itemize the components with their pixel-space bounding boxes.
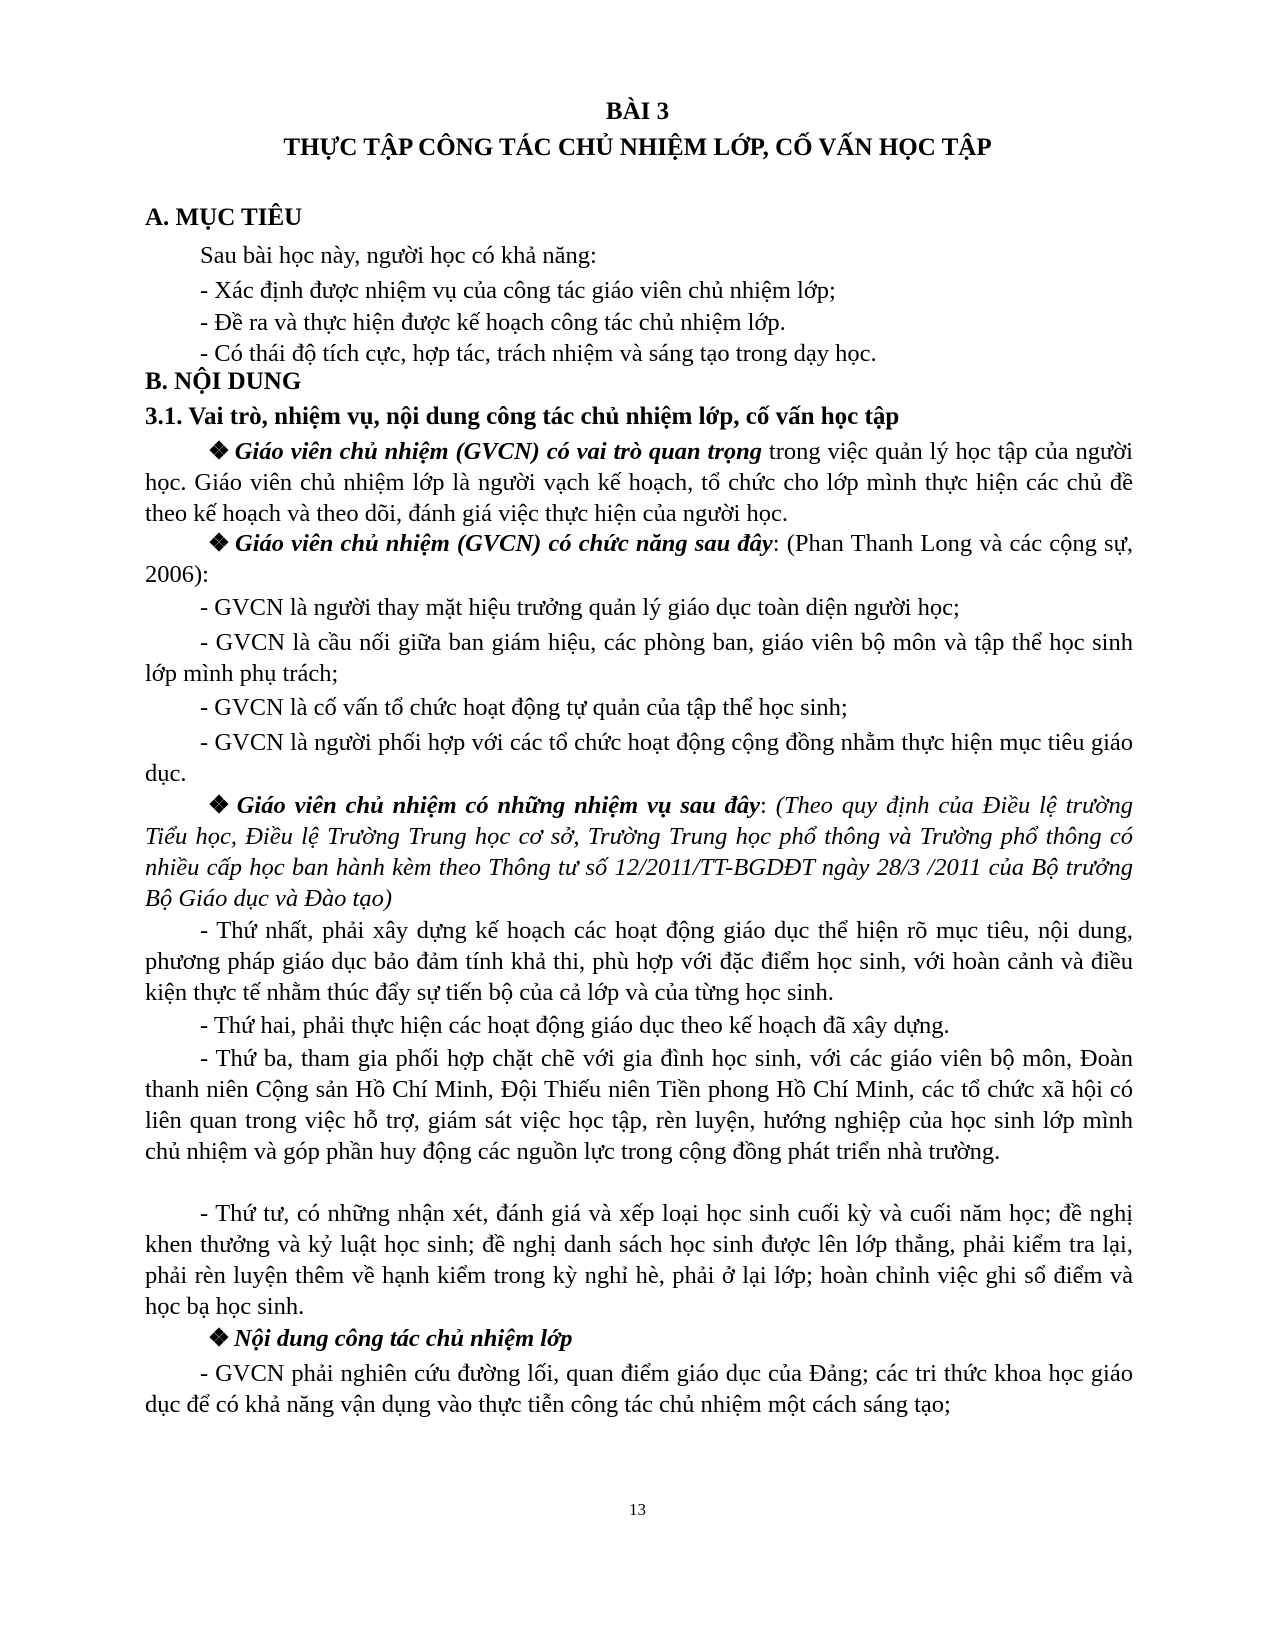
duties-citation: (Theo quy định của Điều lệ trường Tiểu học, Điều lệ Trường Trung học cơ sở, Trường Trung học phổ thông và Trường phổ thông có nhiều cấp học ban hành kèm theo Thông tư số 12/2011/TT-BGDĐT ngày 28/3 /2011 của Bộ trưởng Bộ Giáo dục và Đào tạo) [145,792,1133,912]
function-item: - GVCN là cầu nối giữa ban giám hiệu, các phòng ban, giáo viên bộ môn và tập thể học sinh lớp mình phụ trách; [145,629,1133,687]
objective-intro: Sau bài học này, người học có khả năng: [200,242,597,269]
diamond-bullet-icon: ❖ [208,1325,230,1352]
diamond-bullet-icon: ❖ [208,438,231,465]
section-a-heading: A. MỤC TIÊU [145,204,303,231]
function-item: - GVCN là người thay mặt hiệu trưởng quản lý giáo dục toàn diện người học; [200,594,960,621]
functions-paragraph [145,528,1133,590]
lesson-title: THỰC TẬP CÔNG TÁC CHỦ NHIỆM LỚP, CỐ VẤN HỌC TẬP [283,134,992,161]
section-b-heading: B. NỘI DUNG [145,368,302,395]
duty-item: - Thứ ba, tham gia phối hợp chặt chẽ với gia đình học sinh, với các giáo viên bộ môn, Đoàn thanh niên Cộng sản Hồ Chí Minh, Đội Thiếu niên Tiền phong Hồ Chí Minh, các tổ chức xã hội có liên quan trong việc hỗ trợ, giám sát việc học tập, rèn luyện, hướng nghiệp của học sinh lớp mình chủ nhiệm và góp phần huy động các nguồn lực trong cộng đồng phát triển nhà trường. [145,1045,1133,1165]
function-item: - GVCN là người phối hợp với các tổ chức hoạt động cộng đồng nhằm thực hiện mục tiêu giáo dục. [145,729,1133,787]
duty-item: - Thứ hai, phải thực hiện các hoạt động giáo dục theo kế hoạch đã xây dựng. [200,1012,950,1039]
content-lead: Nội dung công tác chủ nhiệm lớp [233,1325,573,1352]
diamond-bullet-icon: ❖ [208,530,231,557]
lesson-number: BÀI 3 [605,98,670,125]
duty-item: - Thứ nhất, phải xây dựng kế hoạch các hoạt động giáo dục thể hiện rõ mục tiêu, nội dung, phương pháp giáo dục bảo đảm tính khả thi, phù hợp với đặc điểm học sinh, với hoàn cảnh và điều kiện thực tế nhằm thúc đẩy sự tiến bộ của cả lớp và của từng học sinh. [145,917,1133,1006]
duties-paragraph [145,790,1133,914]
functions-lead: Giáo viên chủ nhiệm (GVCN) có chức năng sau đây [235,530,773,557]
function-item: - GVCN là cố vấn tổ chức hoạt động tự quản của tập thể học sinh; [200,694,848,721]
role-paragraph [145,436,1133,529]
objective-item: - Xác định được nhiệm vụ của công tác giáo viên chủ nhiệm lớp; [200,277,836,304]
duties-lead: Giáo viên chủ nhiệm có những nhiệm vụ sau đây [236,792,761,819]
duty-item: - Thứ tư, có những nhận xét, đánh giá và xếp loại học sinh cuối kỳ và cuối năm học; đề nghị khen thưởng và kỷ luật học sinh; đề nghị danh sách học sinh được lên lớp thẳng, phải kiểm tra lại, phải rèn luyện thêm về hạnh kiểm trong kỳ nghỉ hè, phải ở lại lớp; hoàn chỉnh việc ghi sổ điểm và học bạ học sinh. [145,1200,1133,1320]
diamond-bullet-icon: ❖ [208,792,233,819]
content-paragraph [145,1323,1133,1354]
objective-item: - Đề ra và thực hiện được kế hoạch công tác chủ nhiệm lớp. [200,309,786,336]
functions-text: : (Phan Thanh Long và các cộng sự, 2006): [145,530,1133,588]
content-item: - GVCN phải nghiên cứu đường lối, quan điểm giáo dục của Đảng; các tri thức khoa học giáo dục để có khả năng vận dụng vào thực tiễn công tác chủ nhiệm một cách sáng tạo; [145,1360,1133,1418]
role-lead: Giáo viên chủ nhiệm (GVCN) có vai trò quan trọng [234,438,763,465]
role-text: trong việc quản lý học tập của người học. Giáo viên chủ nhiệm lớp là người vạch kế hoạch, tổ chức cho lớp mình thực hiện các chủ đề theo kế hoạch và theo dõi, đánh giá việc thực hiện của người học. [145,438,1133,527]
duties-colon: : [760,792,776,819]
section-3-1-heading: 3.1. Vai trò, nhiệm vụ, nội dung công tác chủ nhiệm lớp, cố vấn học tập [145,403,900,430]
page-number: 13 [629,1500,646,1519]
objective-item: - Có thái độ tích cực, hợp tác, trách nhiệm và sáng tạo trong dạy học. [200,340,877,367]
